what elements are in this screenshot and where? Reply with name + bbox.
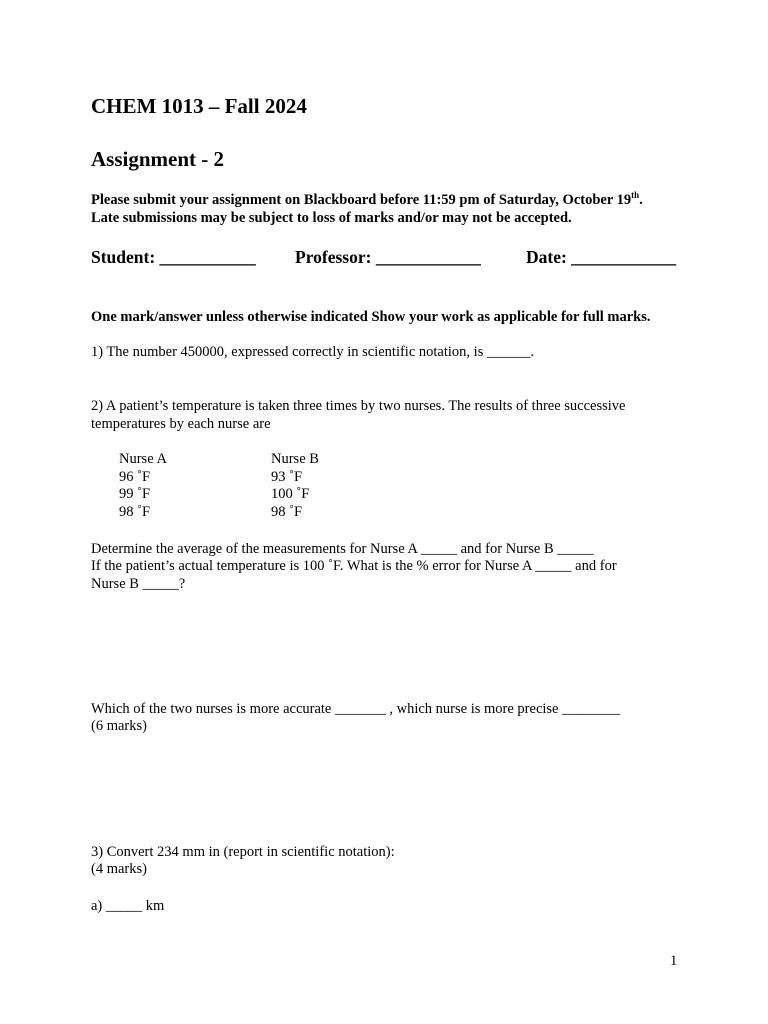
- submission-deadline-text: Please submit your assignment on Blackboard before 11:59 pm of Saturday, October 19: [91, 192, 632, 208]
- assignment-title: Assignment - 2: [91, 147, 225, 171]
- question-3: 3) Convert 234 mm in (report in scientific notation):: [91, 844, 395, 860]
- error-question-line-1: If the patient’s actual temperature is 100 ˚F. What is the % error for Nurse A _____ and for: [91, 558, 617, 574]
- student-field: Student: ___________: [91, 247, 256, 267]
- question-2-line-1: 2) A patient’s temperature is taken three times by two nurses. The results of three successive: [91, 398, 626, 414]
- error-question-line-2: Nurse B _____?: [91, 576, 186, 592]
- question-2-line-2: temperatures by each nurse are: [91, 416, 271, 432]
- accuracy-question: Which of the two nurses is more accurate _______ , which nurse is more precise ________: [91, 701, 621, 717]
- nurse-b-value: 98 ˚F: [271, 503, 303, 520]
- submission-deadline-period: .: [639, 192, 643, 208]
- nurse-a-value: 98 ˚F: [119, 503, 151, 520]
- nurse-b-header: Nurse B: [271, 451, 319, 467]
- professor-field: Professor: ____________: [295, 247, 481, 267]
- question-3-part-a: a) _____ km: [91, 898, 165, 914]
- nurse-b-column: [271, 451, 319, 521]
- date-field: Date: ____________: [526, 247, 677, 267]
- nurse-a-header: Nurse A: [119, 451, 167, 467]
- ordinal-suffix: th: [631, 190, 640, 201]
- nurse-a-value: 96 ˚F: [119, 468, 151, 485]
- page-number: 1: [670, 953, 678, 969]
- course-title: CHEM 1013 – Fall 2024: [91, 94, 307, 118]
- nurse-a-value: 99 ˚F: [119, 486, 151, 502]
- late-submission-note: Late submissions may be subject to loss of marks and/or may not be accepted.: [91, 210, 572, 226]
- question-1: 1) The number 450000, expressed correctly in scientific notation, is ______.: [91, 344, 535, 360]
- nurse-b-value: 93 ˚F: [271, 468, 303, 485]
- average-question: Determine the average of the measurements for Nurse A _____ and for Nurse B _____: [91, 541, 594, 557]
- nurse-b-value: 100 ˚F: [271, 486, 310, 502]
- submission-deadline: [91, 191, 643, 209]
- question-3-marks: (4 marks): [91, 861, 147, 877]
- nurse-a-column: [119, 451, 167, 521]
- instructions: One mark/answer unless otherwise indicated Show your work as applicable for full marks.: [91, 309, 651, 325]
- question-2-marks: (6 marks): [91, 718, 147, 734]
